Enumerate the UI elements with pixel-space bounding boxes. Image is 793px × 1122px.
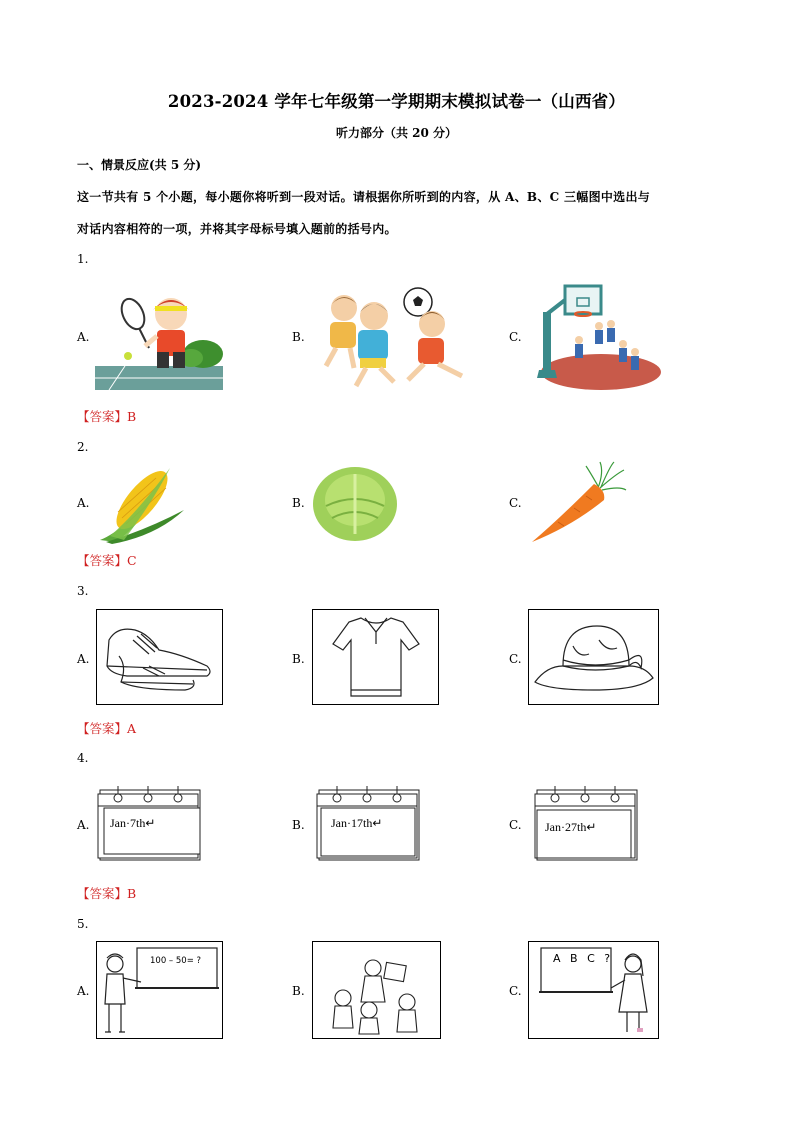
carrot-image <box>528 460 628 544</box>
q4-option-a-label: A. <box>77 818 90 832</box>
corn-image <box>96 460 186 544</box>
basketball-court-image <box>535 284 661 392</box>
t-shirt-image <box>312 609 439 705</box>
calendar-b-date: Jan·17th↵ <box>331 816 383 830</box>
children-playing-football-image <box>312 286 472 390</box>
instruction-line-2: 对话内容相符的一项，并将其字母标号填入题前的括号内。 <box>77 222 397 236</box>
instruction-line-1: 这一节共有 5 个小题，每小题你将听到一段对话。请根据你所听到的内容，从 A、B、C 三幅图中选出与 <box>77 190 651 204</box>
q1-option-a-label: A. <box>77 330 90 344</box>
calendar-c-date: Jan·27th↵ <box>545 820 597 834</box>
q4-option-b-label: B. <box>292 818 305 832</box>
section-heading: 一、情景反应(共 5 分) <box>77 158 202 172</box>
question-2-number: 2. <box>77 440 89 454</box>
question-3-number: 3. <box>77 584 89 598</box>
q3-option-c-label: C. <box>509 652 522 666</box>
cabbage-image <box>312 462 398 542</box>
q3-option-a-label: A. <box>77 652 90 666</box>
q2-option-a-label: A. <box>77 496 90 510</box>
q5-option-c-label: C. <box>509 984 522 998</box>
sneakers-image <box>96 609 223 705</box>
q3-option-b-label: B. <box>292 652 305 666</box>
page-subtitle: 听力部分（共 20 分） <box>335 126 458 140</box>
hat-image <box>528 609 659 705</box>
children-group-image <box>312 941 441 1039</box>
q1-option-c-label: C. <box>509 330 522 344</box>
q3-answer: 【答案】A <box>77 721 137 736</box>
question-1-number: 1. <box>77 252 89 266</box>
board-c-text: A B C ? <box>553 952 614 965</box>
q2-option-c-label: C. <box>509 496 522 510</box>
page-title: 2023-2024 学年七年级第一学期期末模拟试卷一（山西省） <box>167 92 626 111</box>
q5-option-a-label: A. <box>77 984 90 998</box>
q4-answer: 【答案】B <box>77 886 137 901</box>
question-4-number: 4. <box>77 751 89 765</box>
q1-option-b-label: B. <box>292 330 305 344</box>
q5-option-b-label: B. <box>292 984 305 998</box>
board-a-text: 100 – 50= ? <box>150 956 202 966</box>
q2-option-b-label: B. <box>292 496 305 510</box>
tennis-player-image <box>95 292 223 392</box>
q4-option-c-label: C. <box>509 818 522 832</box>
question-5-number: 5. <box>77 917 89 931</box>
q2-answer: 【答案】C <box>77 553 137 568</box>
calendar-a-date: Jan·7th↵ <box>110 816 156 830</box>
q1-answer: 【答案】B <box>77 409 137 424</box>
